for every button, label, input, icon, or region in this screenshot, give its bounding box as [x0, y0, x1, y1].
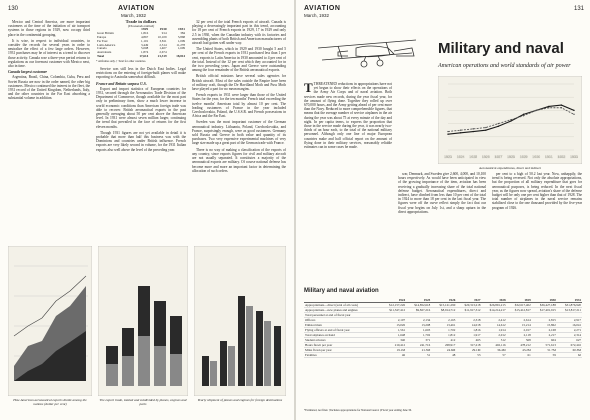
table-cell: 568 [507, 338, 532, 343]
data-point [536, 110, 537, 111]
biplane-illustration [308, 26, 426, 78]
data-point [460, 130, 461, 131]
table-cell: 1,702 [431, 328, 456, 333]
table-cell: 1,812 [431, 333, 456, 338]
table-cell: 241,716 [406, 343, 431, 348]
table-cell: 51 [406, 353, 431, 358]
table-cell: $26,891,215 [481, 303, 506, 308]
data-point [460, 132, 461, 133]
x-tick-label: 1926 [481, 155, 490, 159]
table-row: Great Britain 1,816 914 384 [97, 31, 185, 36]
expenditures-chart [438, 76, 582, 164]
table-cell: 402,116 [481, 343, 506, 348]
table-cell: 2,012 [481, 333, 506, 338]
x-tick-label: 1933 [570, 155, 578, 159]
table-cell: 2,318 [456, 318, 481, 323]
data-point [523, 114, 524, 115]
table-cell: 61 [507, 353, 532, 358]
data-point [510, 119, 511, 120]
paragraph: There is no way of making a classification of the exports of any country, since exports figures for civil and military aircraft are not usually separated. It constitutes a majority of the aeronautical exports are military. Of course national defense has become more and more an important factor in determining the allocation of such orders. [192, 147, 286, 173]
table-cell: $11,917,312 [456, 308, 481, 313]
paragraph: Though 1931 figures are not yet available in detail it is probable that more than half this business was with the Dominions and countries under British influence. French exports are very likely second in volume, for the 1931 Italian exports also well above the level of the preceding year. [96, 130, 186, 152]
row-label: Enlisted men [304, 323, 381, 328]
table-cell: 1,816 [456, 328, 481, 333]
table-cell: 48 [431, 353, 456, 358]
table-cell: 2,118 [507, 333, 532, 338]
paragraph: The United States, which in 1929 and 1930 bought 5 and 5 per cent of the French exports in 1931 purchased less than 1 per cent, exports to Latin America in 1930 amounted to 4 per cent of the total. Instead of the 12 per cent which they accounted for in the two preceding years. Japan and Greece were outstanding among the four remainder of the British aeronautical exports. [192, 47, 286, 73]
table-cell: 19.1M [381, 348, 406, 353]
x-tick-label: 1928 [507, 155, 515, 159]
table-note: * Airframes only. † Total for other countries. [96, 59, 146, 63]
table-cell: $14,852,618 [406, 303, 431, 308]
table-cell: 2,314 [557, 333, 582, 338]
table-header: 1931 [178, 27, 185, 32]
table-cell: 2,412 [481, 318, 506, 323]
row-label: Hours flown per year [304, 343, 381, 348]
left-magazine-title: AVIATION [118, 5, 155, 12]
row-label: Total airplanes on hand [304, 333, 381, 338]
table-header: 1926 [431, 298, 456, 303]
table-cell: 51.7M [532, 348, 557, 353]
table-cell: 465 [456, 338, 481, 343]
trade-table [96, 28, 186, 58]
table-cell: $9,827,216 [406, 308, 431, 313]
table-header: 1929 [141, 27, 149, 32]
table-cell: 13,208 [406, 323, 431, 328]
table-cell: 1,603 [406, 328, 431, 333]
table-cell: $12,157,226 [381, 303, 406, 308]
data-point [473, 128, 474, 129]
paragraph: Argentina, Brazil, China, Colombia, Cuba, Peru and Soviet Russia are now in the order named, the other big customers. Mexico continued the interest in the fleet, the 1931 record of the United Kingdom, Netherlands, Italy, and the other countries in the Far East absorbing a substantial volume in addition. [8, 75, 90, 101]
data-point [498, 126, 499, 127]
table-cell: 1,561 [381, 328, 406, 333]
table-cell: 15,862 [532, 323, 557, 328]
table-cell: 13,461 [431, 323, 456, 328]
table-cell: 1,914 [481, 328, 506, 333]
table-row [304, 303, 582, 308]
table-cell: $13,817,211 [557, 308, 582, 313]
table-header: 1931 [557, 298, 582, 303]
chart-background [438, 76, 582, 164]
data-point [548, 107, 549, 108]
paragraph: per cent to a high of 50.2 last year. Now, unhappily, the trend is being reversed. Not only the absolute appropriations, but the proportion of all military expenditure that goes for aeronautical purposes, is being reduced. In the next fiscal year, as the figures now spread, aviation's share of the defense budget will be only one per cent higher than that of 1928. The total number of airplanes in the naval service remains stabilized close to the one thousand provided by the five-year program of 1926. [492, 172, 582, 210]
table-header: 1924 [381, 298, 406, 303]
table-cell: $15,412,817 [507, 308, 532, 313]
table-cell: 21.3M [406, 348, 431, 353]
row-label: Appropriations—new planes and engines [304, 308, 381, 313]
right-page [296, 0, 590, 420]
table-cell: 36.4M [481, 348, 506, 353]
military-table [304, 298, 582, 358]
table-header: 1930 [532, 298, 557, 303]
table-cell: 210,412 [381, 343, 406, 348]
data-point [447, 133, 448, 134]
table-row: Far East 1,101 3,811 1,009 [97, 38, 185, 43]
x-tick-label: 1930 [532, 155, 541, 159]
paragraph: war, Denmark, and Sweden give 2,600, 4,000, and 10,100 hours respectively. As would have been anticipated in view of the growing importance of the item, aviation has been receiving a gradually increasing share of the total national defense budget. Aeronautical expenditures, direct and indirect, have climbed from less than 10 per cent of the total in 1924 to more than 18 per cent in the last fiscal year. The figures were off the curve reflect simply the fact that our fiscal year begins on July 1st, and a sharp upturn in the direct appropriations. [398, 172, 486, 214]
paragraph: Export and import statistics of European countries for 1931, secured through the Aeronautics Trade Division of the Department of Commerce, though available for the most part only in preliminary form, show a much lower increase in world economic conditions than American foreign trade was able to recover. British aeronautical exports in the past generally averaging about 50 per cent above the American level. In 1931 were almost seven million larger, continuing the trend that prevailed in the face of returns for the first eleven months. [96, 86, 186, 129]
x-tick-label: 1924 [456, 155, 465, 159]
table-cell: $32,617,402 [507, 303, 532, 308]
table-cell: 29.1M [456, 348, 481, 353]
table-cell: 604 [532, 338, 557, 343]
paragraph: It is wise, in respect to individual countries, to consider the records for several years in order to neutralize the effect of a few large orders. However, 1931 purchases may be of interest as a trend to discover those activity. Canada rose a three-year period returns to regulations as our foremost customer with Mexico next, also in time. [8, 38, 90, 69]
data-point [561, 104, 562, 105]
table-cell: 46 [381, 353, 406, 358]
military-table-title: Military and naval aviation [304, 288, 379, 294]
right-column-1 [304, 82, 392, 282]
x-tick-label: 1932 [557, 155, 566, 159]
right-date: March, 1932 [304, 13, 330, 18]
x-tick-label: 1927 [494, 155, 503, 159]
x-tick-label: 1929 [519, 155, 528, 159]
table-cell: 2,815 [532, 318, 557, 323]
table-cell: 15,214 [507, 323, 532, 328]
right-column-2 [398, 172, 486, 282]
paragraph: Service was still less in the Dutch East Indies. Legal restrictions on the entering of foreign-built planes will make exporting to Australia somewhat difficult. [96, 66, 186, 80]
table-cell: 478,212 [507, 343, 532, 348]
table-cell: 57 [481, 353, 506, 358]
data-point [573, 110, 574, 111]
table-row [304, 353, 582, 358]
table-cell: 412 [431, 338, 456, 343]
trade-table-title: Trade in dollars [125, 20, 157, 24]
table-cell: 62 [557, 353, 582, 358]
table-header: 1925 [406, 298, 431, 303]
table-header: 1930 [159, 27, 167, 32]
table-cell: $20,313,218 [456, 303, 481, 308]
table-cell: 1,702 [406, 333, 431, 338]
subheading: Canada largest customer [8, 70, 48, 75]
table-cell: 2,168 [532, 328, 557, 333]
table-cell: 627 [557, 338, 582, 343]
table-cell: 2,165 [431, 318, 456, 323]
table-cell: $17,401,915 [532, 308, 557, 313]
data-point [573, 114, 574, 115]
row-label: Total personnel at end of fiscal year [304, 313, 381, 318]
table-cell: $8,914,712 [431, 308, 456, 313]
table-cell: 317,218 [456, 343, 481, 348]
left-page [0, 0, 294, 420]
table-cell: 1,648 [381, 333, 406, 338]
row-label: Fatalities [304, 353, 381, 358]
table-header: 1928 [481, 298, 506, 303]
x-tick-label: 1925 [469, 155, 478, 159]
paragraph: Mexico and Central America, are more important customers at the time of the initiation of air transport systems in those regions in 1929, now occupy third place in the continental grouping. [8, 20, 90, 37]
paragraph: TTHREATENED reductions in appropriations have not yet begun to show their effects on the operations of the Army Air Corps and of naval aviation. Both services made new records, during the year fiscal year, for the amount of flying done. Together they rolled up over 670,000 hours, and the Army getting ahead of per cent more than the Navy. Reduced to more comprehensible figures, that means that the average number of service airplanes in the air during the year was about 75 at every minute of the day and night. In per capita terms, to express the proportion that those in the service made during the year, it was nearly two-thirds of an hour each, to the total of the national military personnel. Although only one line of major European countries make and half official report on the amount of flying done in their military services, reasonably reliable estimates can in some cases be made. [304, 82, 392, 150]
row-label: Student aviators [304, 338, 381, 343]
shipments-chart [194, 246, 286, 396]
table-cell: 24.6M [431, 348, 456, 353]
article-title: Military and naval [438, 40, 564, 57]
chart-caption: Aeronautical expenditures, direct and indirect [478, 166, 542, 170]
chart-caption: Yearly shipment of planes and engines for foreign destinations [197, 398, 283, 402]
table-cell: 268,917 [431, 343, 456, 348]
table-cell: 2,217 [532, 333, 557, 338]
data-point [548, 106, 549, 107]
table-cell: $11,347,412 [381, 308, 406, 313]
table-cell: $31,876,920 [557, 303, 582, 308]
data-point [561, 107, 562, 108]
table-row: Europe 4,867 10,109 5,868 [97, 35, 185, 39]
paragraph: British official missions have several sales agencies for British aircraft. Most of the sales outside the Empire have been of military craft, though the De Havilland Moth and Puss Moth have played a part for no mean margins. [192, 74, 286, 92]
export-share-chart [8, 246, 92, 396]
table-cell: 53 [456, 353, 481, 358]
table-cell: 672,416 [557, 343, 582, 348]
left-page-number: 130 [8, 6, 19, 12]
table-header: 1927 [456, 298, 481, 303]
row-label: Officers [304, 318, 381, 323]
table-row: Australasia 1,874 2,674 [97, 50, 167, 55]
table-footnote: *Estimated, not final. †Includes appropriations for National Guard. ‡Fiscal year ending June 30. [304, 409, 412, 412]
table-header: 1929 [507, 298, 532, 303]
table-cell: 13,026 [381, 323, 406, 328]
paragraph: 32 per cent of the total French exports of aircraft. Canada is playing a decreasingly important part in this trend, accounting for 18 per cent of French exports in 1929, 17 in 1929 and only 2.5 in 1930, when the Canadian industry with its factories and assembling plants of both British and American manufacturers of aircraft had gotten well under way. [192, 20, 286, 46]
table-cell: 2,271 [557, 328, 582, 333]
table-cell: 14,018 [456, 323, 481, 328]
right-magazine-title: AVIATION [304, 5, 341, 12]
left-date: March, 1932 [121, 13, 147, 18]
x-tick-label: 1931 [544, 155, 553, 159]
table-cell: 14,612 [481, 323, 506, 328]
data-point [523, 115, 524, 116]
row-label: Appropriations—direct (total of all costs) [304, 303, 381, 308]
trade-table-subtitle: (Thousands omitted) [127, 24, 155, 29]
left-column-1 [8, 20, 90, 242]
data-point [510, 120, 511, 121]
table-cell: 2,134 [406, 318, 431, 323]
chart-caption: How American aeronautical exports divide among the nations (dollar per cent) [13, 398, 87, 406]
table-cell: 512 [481, 338, 506, 343]
table-cell: 43.2M [507, 348, 532, 353]
data-point [485, 127, 486, 128]
paragraph: French exports in 1931 were larger than those of the United States for the year, for the ten months' French total exceeding the twelve months' American total by almost 10 per cent. The leading customers of France in the year included Czechoslovakia, Poland, the U.S.S.R. and French possessions in Africa and the Far East. [192, 93, 286, 119]
table-row: Canada 5,008 1,407 1,609 [97, 46, 185, 51]
data-point [473, 131, 474, 132]
table-cell: 1,917 [456, 333, 481, 338]
table-cell: 371 [406, 338, 431, 343]
row-label: Miles flown per year [304, 348, 381, 353]
table-cell: 2,614 [507, 318, 532, 323]
left-column-3 [192, 20, 286, 242]
row-label: Flying officers at end of fiscal year [304, 328, 381, 333]
table-cell: 2,017 [507, 328, 532, 333]
chart-caption: The export trade, totaled and subdivided by planes, engines and parts [99, 398, 187, 406]
table-cell: 60.3M [557, 348, 582, 353]
table-cell: 2,917 [557, 318, 582, 323]
table-cell: $14,214,217 [481, 308, 506, 313]
table-row: Latin America 3,449 2,314 11,278 [97, 42, 185, 47]
article-subtitle: American operations and world standards of air power [438, 63, 571, 69]
table-cell: 571,613 [532, 343, 557, 348]
table-cell: 340 [381, 338, 406, 343]
data-point [485, 130, 486, 131]
drop-cap: T [304, 82, 313, 95]
table-cell: 2,107 [381, 318, 406, 323]
table-row [304, 308, 582, 313]
table-cell: 59 [532, 353, 557, 358]
table-cell: 16,041 [557, 323, 582, 328]
data-point [498, 123, 499, 124]
right-page-number: 131 [574, 6, 585, 12]
subheading: France and Britain surpass U.S. [96, 81, 147, 86]
data-point [447, 131, 448, 132]
export-trade-chart [98, 246, 188, 396]
paragraph: Sweden was the most important customer of the German aeronautical industry. Lithuania, Poland, Czechoslovakia, and France, surprisingly enough, were as good customers. Germany sold Russia and Greece in both value and quantity of its purchases. Two very expensive experimental machines of very large size made up a great part of the German trade with France. [192, 120, 286, 146]
table-cell: $36,427,188 [532, 303, 557, 308]
table-cell: $15,121,290 [431, 303, 456, 308]
right-column-3 [492, 172, 582, 282]
x-tick-label: 1923 [444, 155, 452, 159]
left-column-2 [96, 20, 186, 242]
table-row: Total 17,614 21,319 18,814 [97, 53, 185, 58]
